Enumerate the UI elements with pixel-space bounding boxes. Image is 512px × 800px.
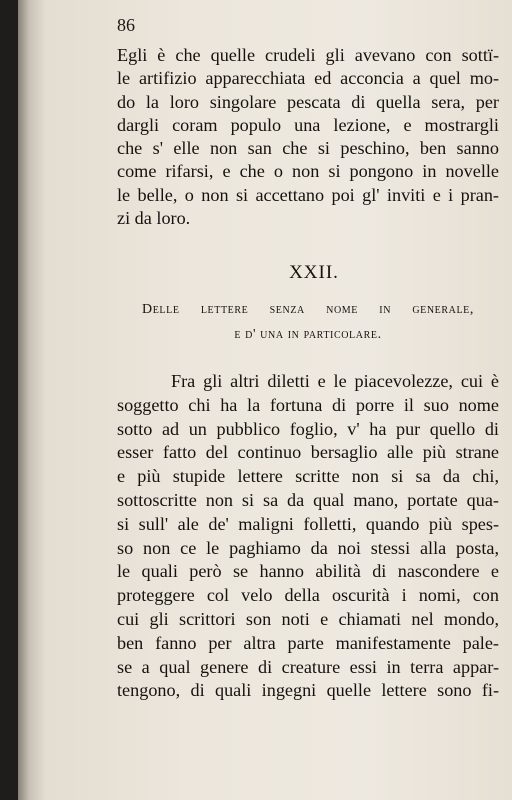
page-gutter-shadow — [18, 0, 46, 800]
text-line: si sull' ale de' maligni folletti, quando più spes- — [117, 513, 499, 534]
text-line: esser fatto del continuo bersaglio alle più strane — [117, 442, 499, 463]
text-line: le quali però se hanno abilità di nascondere e — [117, 561, 499, 582]
book-page — [18, 0, 512, 800]
text-line: soggetto chi ha la fortuna di porre il suo nome — [117, 394, 499, 415]
chapter-heading-line-2: e d' una in particolare. — [234, 327, 382, 342]
paragraph-2 — [117, 370, 499, 703]
text-line: cui gli scrittori son noti e chiamati nel mondo, — [117, 608, 499, 629]
text-line: sottoscritte non si sa da qual mano, portate qua- — [117, 489, 499, 510]
text-line: do la loro singolare pescata di quella sera, per — [117, 91, 499, 112]
page-number: 86 — [117, 15, 135, 35]
chapter-heading-line-1: Delle lettere senza nome in generale, — [142, 302, 474, 317]
text-line: Egli è che quelle crudeli gli avevano con sottï- — [117, 45, 499, 65]
text-line: proteggere col velo della oscurità i nomi, con — [117, 585, 499, 606]
text-line: se a qual genere di creature essi in terra appar- — [117, 656, 499, 677]
text-line: e più stupide lettere scritte non si sa da chi, — [117, 466, 499, 487]
chapter-number: XXII. — [289, 262, 339, 283]
text-line: come rifarsi, e che o non si pongono in novelle — [117, 161, 499, 182]
text-line: le artifizio apparecchiata ed acconcia a quel mo- — [117, 68, 499, 89]
text-line: tengono, di quali ingegni quelle lettere sono fi- — [117, 680, 499, 701]
text-line: zi da loro. — [117, 208, 191, 229]
paragraph-1 — [117, 44, 499, 230]
text-line: dargli coram populo una lezione, e mostrargli — [117, 114, 499, 135]
text-line: Fra gli altri diletti e le piacevolezze, cui è — [171, 371, 499, 391]
text-line: so non ce le paghiamo da noi stessi alla posta, — [117, 537, 499, 558]
text-line: ben fanno per altra parte manifestamente pale- — [117, 632, 499, 653]
text-line: le belle, o non si accettano poi gl' inviti e i pran- — [117, 184, 499, 205]
text-line: sotto ad un pubblico foglio, v' ha pur quello di — [117, 418, 499, 439]
text-line: che s' elle non san che si peschino, ben sanno — [117, 138, 499, 159]
